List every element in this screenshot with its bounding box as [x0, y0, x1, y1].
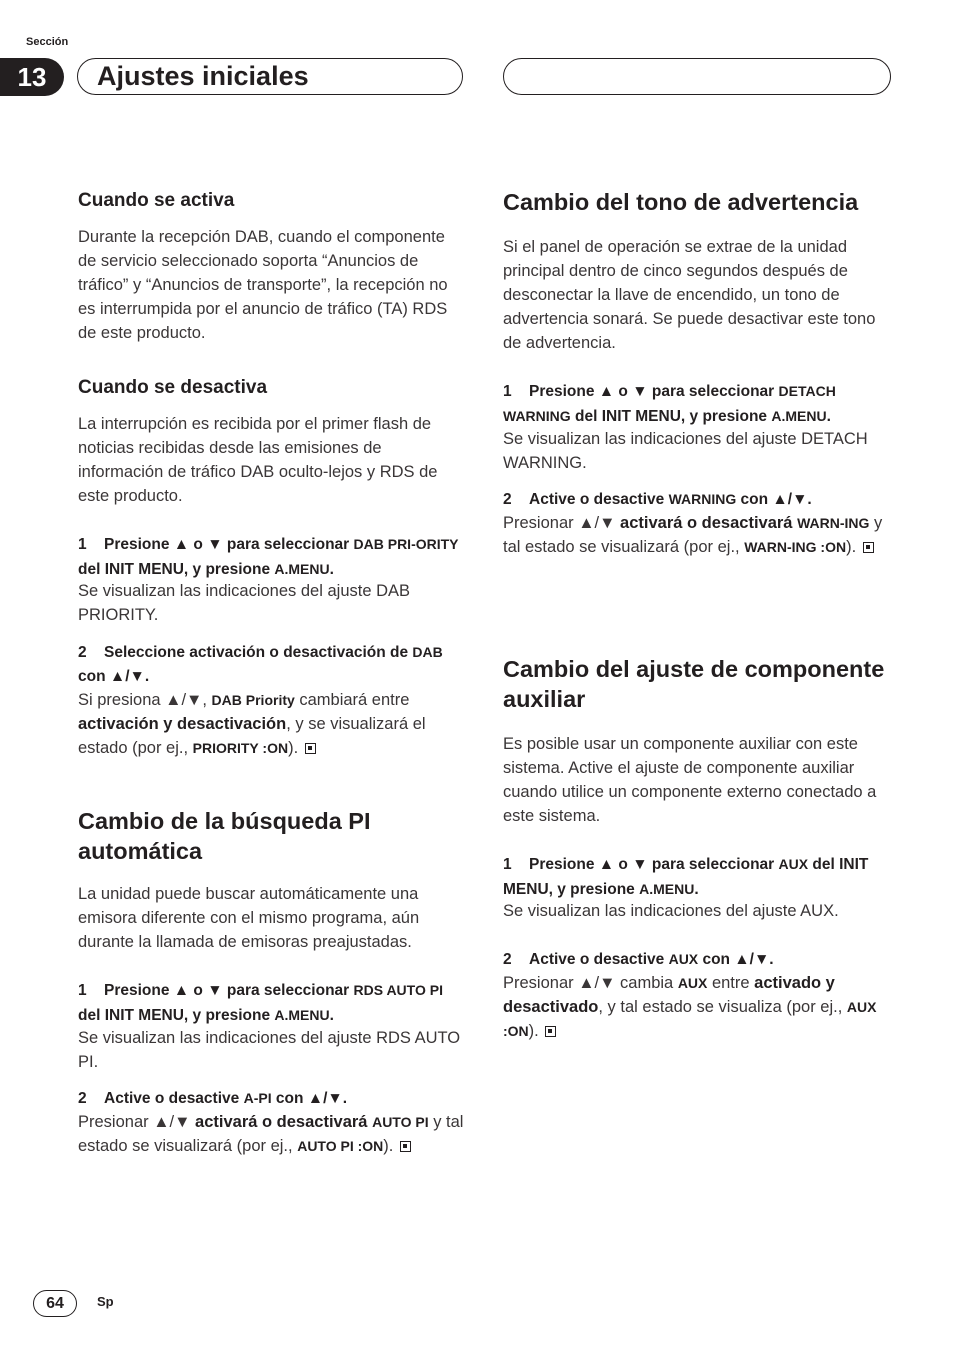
step-pi-2: 2 Active o desactive A-PI con ▲/▼.: [78, 1090, 348, 1107]
section-label: Sección: [26, 36, 69, 48]
chapter-title: Ajustes iniciales: [97, 61, 309, 91]
paragraph-desactiva: La interrupción es recibida por el primer flash de noticias recibidas desde las emisiones de información de tráfico DAB oculto-lejos y RDS de este producto.: [78, 415, 438, 505]
end-mark-icon: [545, 1026, 556, 1037]
step-dab-2-desc: Si presiona ▲/▼, DAB Priority cambiará entre activación y desactivación, y se visualizará el estado (por ej., PRIORITY :ON).: [78, 691, 426, 757]
step-tono-2-desc: Presionar ▲/▼ activará o desactivará WARN-ING y tal estado se visualizará (por ej., WARN-ING :ON).: [503, 514, 883, 556]
step-dab-1-desc: Se visualizan las indicaciones del ajuste DAB PRIORITY.: [78, 582, 411, 624]
paragraph-tono-advertencia: Si el panel de operación se extrae de la unidad principal dentro de cinco segundos después de desconectar la llave de encendido, un tono de advertencia sonará. Se puede desactivar este tono de advertencia.: [503, 238, 876, 352]
end-mark-icon: [863, 542, 874, 553]
page-number: 64: [33, 1290, 77, 1317]
step-aux-2: 2 Active o desactive AUX con ▲/▼.: [503, 951, 774, 968]
paragraph-componente-auxiliar: Es posible usar un componente auxiliar con este sistema. Active el ajuste de componente auxiliar cuando utilice un componente externo conectado a este sistema.: [503, 735, 877, 825]
step-pi-1-desc: Se visualizan las indicaciones del ajuste RDS AUTO PI.: [78, 1029, 461, 1071]
step-pi-1: 1 Presione ▲ o ▼ para seleccionar RDS AUTO PI del INIT MENU, y presione A.MENU.: [78, 982, 443, 1024]
heading-tono-advertencia: Cambio del tono de advertencia: [503, 189, 859, 215]
language-label: Sp: [97, 1294, 114, 1309]
paragraph-busqueda-pi: La unidad puede buscar automáticamente una emisora diferente con el mismo programa, aún durante la llamada de emisoras preajustadas.: [78, 885, 420, 951]
step-tono-1-desc: Se visualizan las indicaciones del ajuste DETACH WARNING.: [503, 430, 868, 472]
step-pi-2-desc: Presionar ▲/▼ activará o desactivará AUTO PI y tal estado se visualizará (por ej., AUTO PI :ON).: [78, 1113, 464, 1155]
end-mark-icon: [400, 1141, 411, 1152]
step-aux-1-desc: Se visualizan las indicaciones del ajuste AUX.: [503, 902, 839, 920]
step-dab-1: 1 Presione ▲ o ▼ para seleccionar DAB PRI-ORITY del INIT MENU, y presione A.MENU.: [78, 536, 459, 578]
step-aux-1: 1 Presione ▲ o ▼ para seleccionar AUX del INIT MENU, y presione A.MENU.: [503, 856, 869, 898]
header-empty-box: [503, 58, 891, 95]
step-aux-2-desc: Presionar ▲/▼ cambia AUX entre activado y desactivado, y tal estado se visualiza (por ej., AUX :ON).: [503, 974, 877, 1040]
end-mark-icon: [305, 743, 316, 754]
step-dab-2: 2 Seleccione activación o desactivación de DAB con ▲/▼.: [78, 644, 443, 685]
subheading-desactiva: Cuando se desactiva: [78, 377, 268, 398]
step-tono-2: 2 Active o desactive WARNING con ▲/▼.: [503, 491, 812, 508]
section-number-badge: 13: [0, 58, 64, 96]
paragraph-activa: Durante la recepción DAB, cuando el componente de servicio seleccionado soporta “Anuncios de tráfico” y “Anuncios de transporte”, la recepción no es interrumpida por el anuncio de tráfico (TA) RDS de este producto.: [78, 228, 448, 342]
chapter-title-box: [77, 58, 463, 95]
heading-componente-auxiliar: Cambio del ajuste de componente auxiliar: [503, 656, 885, 712]
step-tono-1: 1 Presione ▲ o ▼ para seleccionar DETACH WARNING del INIT MENU, y presione A.MENU.: [503, 383, 836, 425]
heading-busqueda-pi: Cambio de la búsqueda PI automática: [78, 808, 371, 864]
subheading-activa: Cuando se activa: [78, 190, 235, 211]
